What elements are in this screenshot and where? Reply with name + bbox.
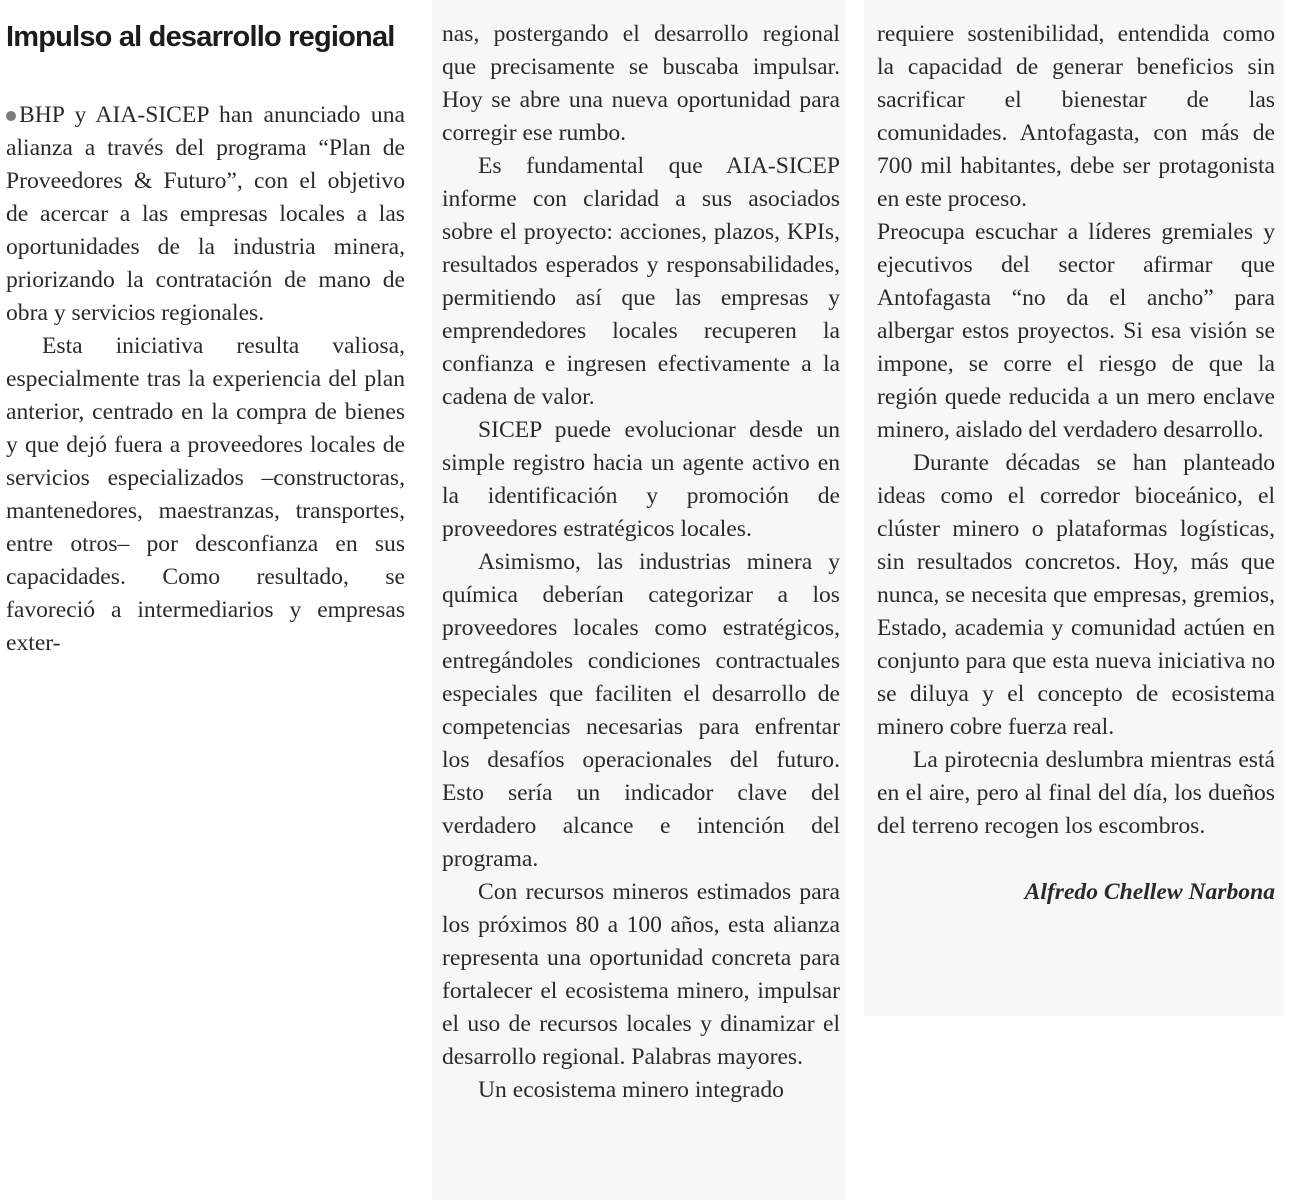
paragraph: Preocupa escuchar a líderes gremiales y ejecutivos del sector afirmar que Antofagasta “no da el ancho” para albergar estos proyectos. Si esa visión se impone, se corre el riesgo de que la región quede reducida a un mero enclave minero, aislado del verdadero desarrollo. <box>877 219 1275 443</box>
article-column-2 <box>442 18 840 1107</box>
paragraph-continuation: requiere sostenibilidad, entendida como la capacidad de generar beneficios sin sacrificar el bienestar de las comunidades. Antofagasta, con más de 700 mil habitantes, debe ser protagonista en este proceso. <box>877 21 1275 212</box>
lead-paragraph <box>6 99 405 330</box>
paragraph: Asimismo, las industrias minera y química deberían categorizar a los proveedores locales como estratégicos, entregándoles condiciones contractuales especiales que faciliten el desarrollo de competencias necesarias para enfrentar los desafíos operacionales del futuro. Esto sería un indicador clave del verdadero alcance e intención del programa. <box>442 549 840 872</box>
paragraph: Esta iniciativa resulta valiosa, especialmente tras la experiencia del plan anterior, centrado en la compra de bienes y que dejó fuera a proveedores locales de servicios especializados –constructoras, mantenedores, maestranzas, transportes, entre otros– por desconfianza en sus capacidades. Como resultado, se favoreció a intermediarios y empresas exter- <box>6 333 405 656</box>
paragraph: Con recursos mineros estimados para los próximos 80 a 100 años, esta alianza representa una oportunidad concreta para fortalecer el ecosistema minero, impulsar el uso de recursos locales y dinamizar el desarrollo regional. Palabras mayores. <box>442 879 840 1070</box>
author-signature: Alfredo Chellew Narbona <box>1024 879 1275 905</box>
article-column-1 <box>6 18 405 660</box>
headline-spacer <box>6 56 405 99</box>
article-column-3 <box>877 18 1275 909</box>
paragraph: Un ecosistema minero integrado <box>478 1077 784 1103</box>
headline: Impulso al desarrollo regional <box>6 21 395 53</box>
paragraph: Es fundamental que AIA-SICEP informe con claridad a sus asociados sobre el proyecto: acciones, plazos, KPIs, resultados esperados y responsabilidades, permitiendo así que las empresas y emprendedores locales recuperen la confianza e ingresen efectivamente a la cadena de valor. <box>442 153 840 410</box>
paragraph: La pirotecnia deslumbra mientras está en el aire, pero al final del día, los dueños del terreno recogen los escombros. <box>877 747 1275 839</box>
bullet-dot-icon <box>6 111 16 121</box>
paragraph: Durante décadas se han planteado ideas como el corredor bioceánico, el clúster minero o plataformas logísticas, sin resultados concretos. Hoy, más que nunca, se necesita que empresas, gremios, Estado, academia y comunidad actúen en conjunto para que esta nueva iniciativa no se diluya y el concepto de ecosistema minero cobre fuerza real. <box>877 450 1275 740</box>
lead-text: BHP y AIA-SICEP han anunciado una alianza a través del programa “Plan de Proveedores & Futuro”, con el objetivo de acercar a las empresas locales a las oportunidades de la industria minera, priorizando la contratación de mano de obra y servicios regionales. <box>6 102 405 326</box>
paragraph-continuation: nas, postergando el desarrollo regional que precisamente se buscaba impulsar. Hoy se abre una nueva oportunidad para corregir ese rumbo. <box>442 21 840 146</box>
paragraph: SICEP puede evolucionar desde un simple registro hacia un agente activo en la identificación y promoción de proveedores estratégicos locales. <box>442 417 840 542</box>
